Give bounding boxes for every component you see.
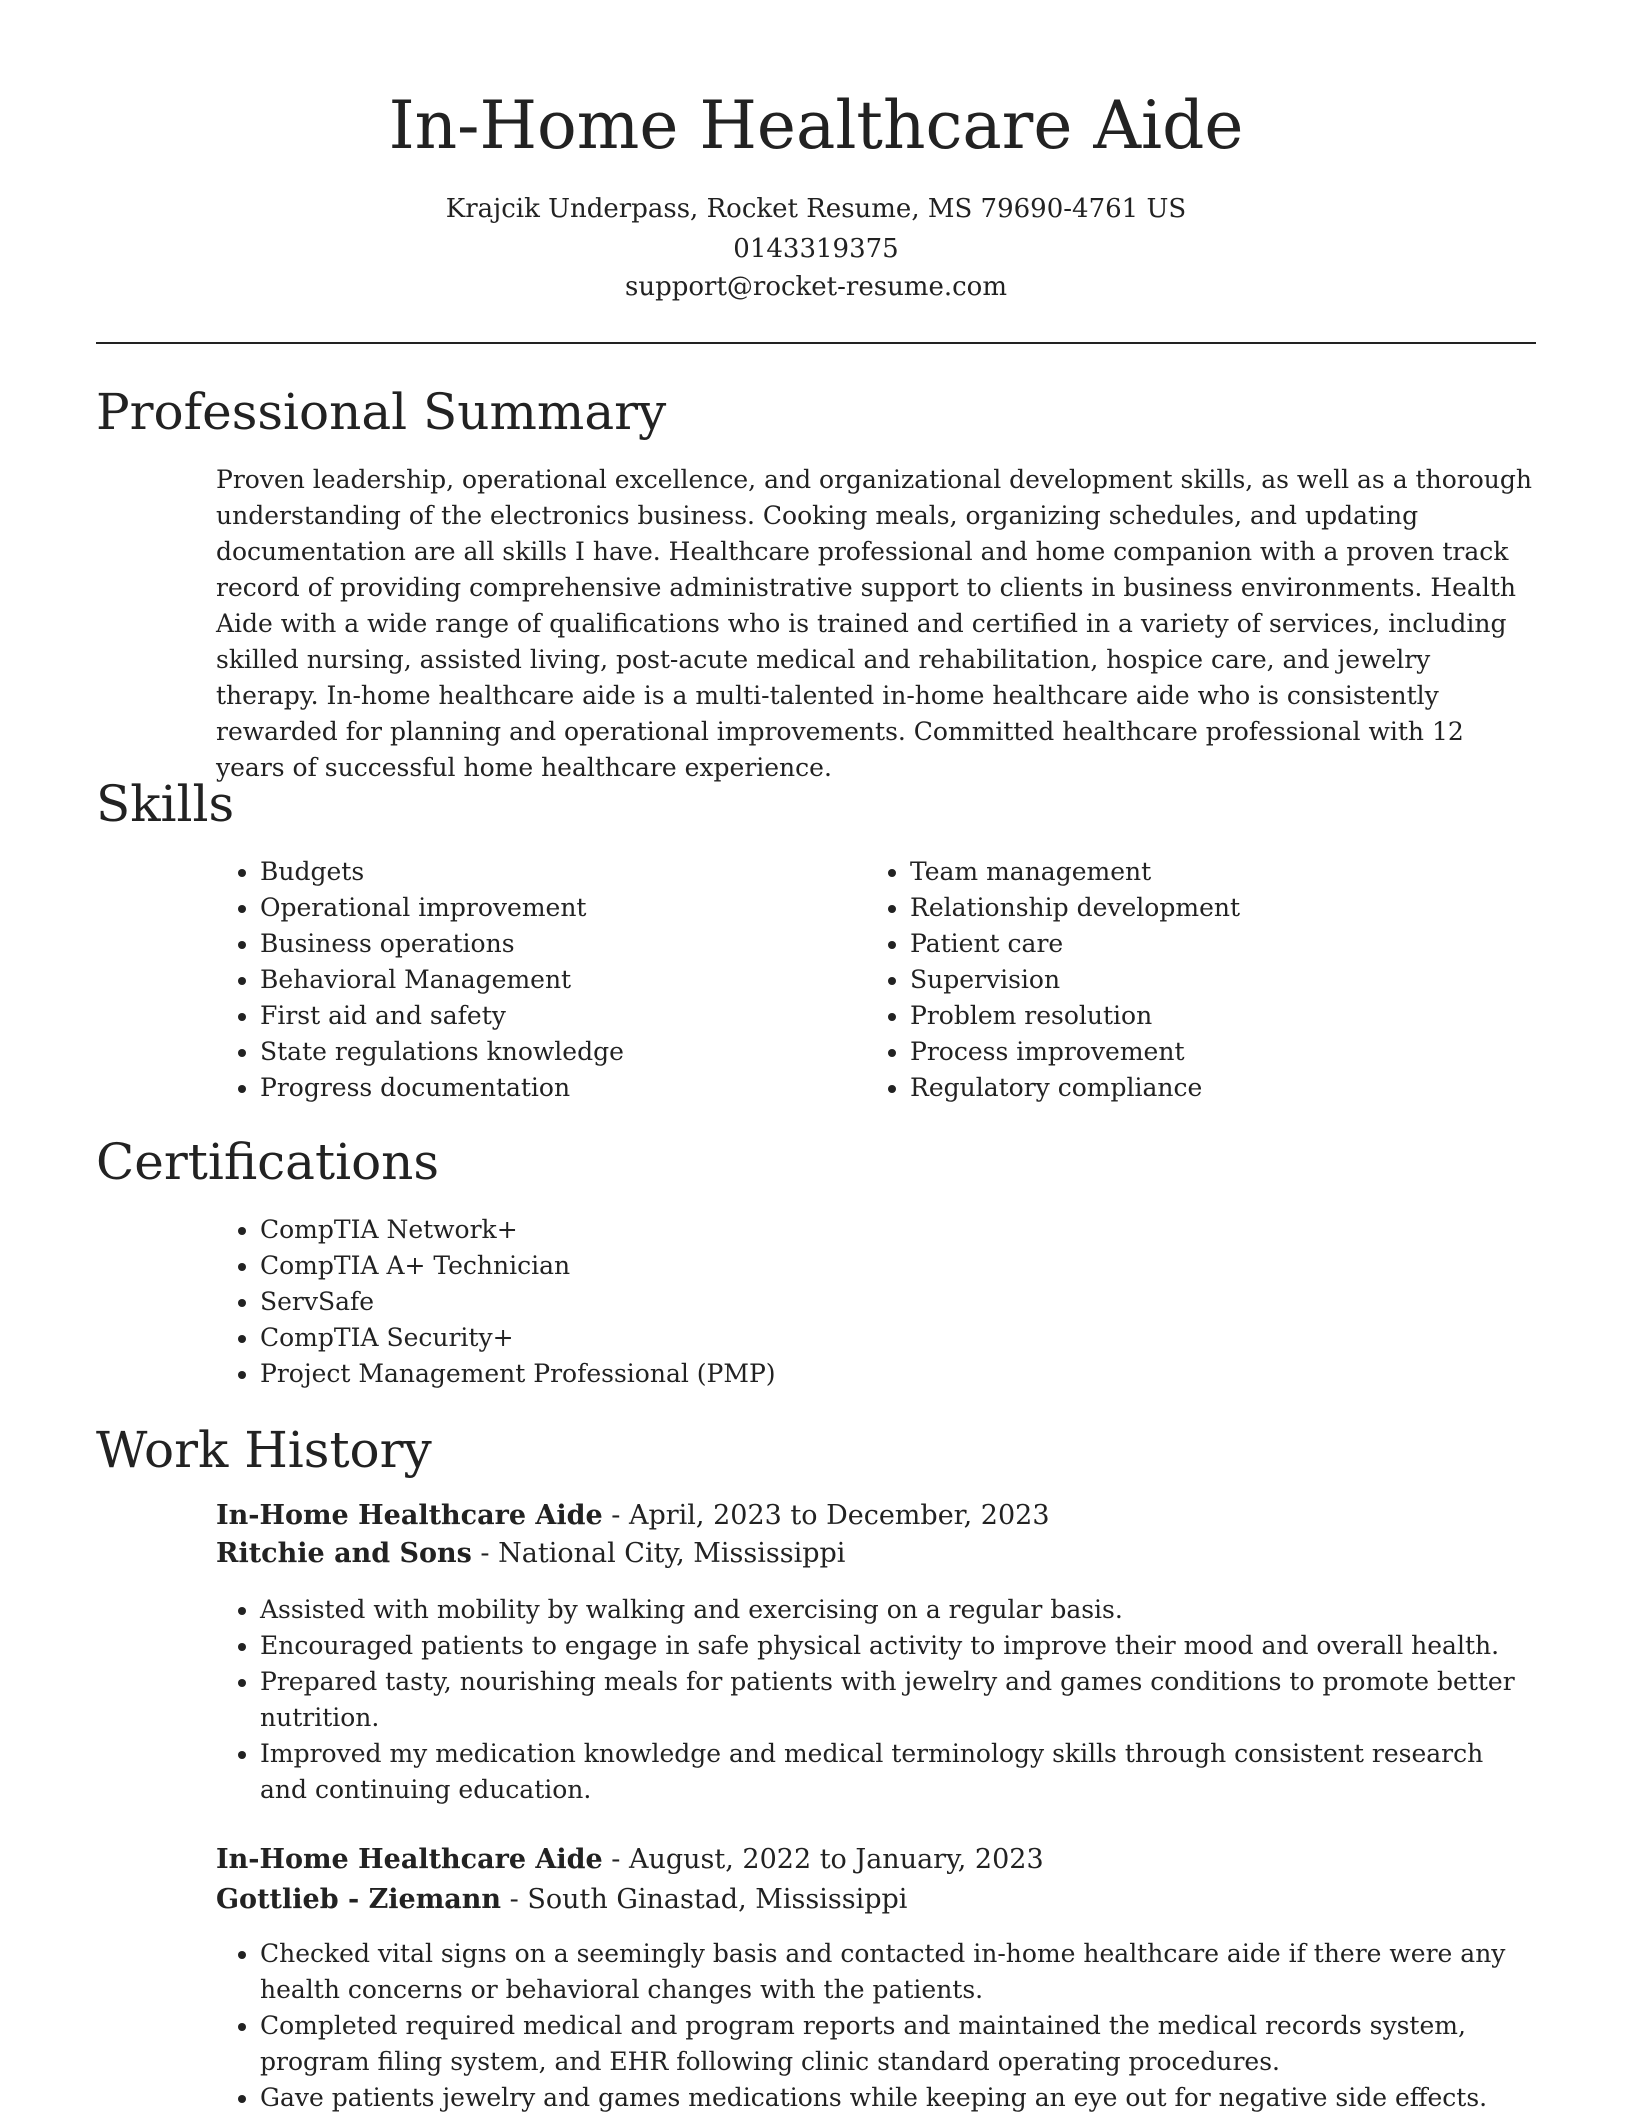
job-bullet: • Gave patients jewelry and games medications while keeping an eye out for negative side effects. <box>260 2080 1536 2116</box>
skill-item: • Team management <box>910 854 1550 890</box>
job-bullet: • Improved my medication knowledge and medical terminology skills through consistent research and continuing education. <box>260 1736 1536 1808</box>
job-company-line <box>216 1880 1536 1920</box>
skill-item: • Supervision <box>910 962 1550 998</box>
skills-heading: Skills <box>96 775 235 833</box>
job-location: - South Ginastad, Mississippi <box>501 1884 908 1915</box>
certification-item: • CompTIA Network+ <box>260 1212 1540 1248</box>
skills-list-left <box>216 854 860 1106</box>
candidate-name: In-Home Healthcare Aide <box>388 87 1244 164</box>
skill-item: • Budgets <box>260 854 860 890</box>
work-history-heading: Work History <box>96 1421 432 1479</box>
job-bullet: • Encouraged patients to engage in safe physical activity to improve their mood and overall health. <box>260 1628 1536 1664</box>
certification-item: • Project Management Professional (PMP) <box>260 1356 1540 1392</box>
skill-item: • Progress documentation <box>260 1070 860 1106</box>
job-bullet: • Completed required medical and program reports and maintained the medical records system, program filing system, and EHR following clinic standard operating procedures. <box>260 2008 1536 2080</box>
contact-address: Krajcik Underpass, Rocket Resume, MS 79690-4761 US <box>445 194 1187 224</box>
skill-item: • Regulatory compliance <box>910 1070 1550 1106</box>
skill-item: • Business operations <box>260 926 860 962</box>
job-bullets <box>216 1936 1536 2116</box>
summary-text: Proven leadership, operational excellence, and organizational development skills, as well as a thorough understanding of the electronics business. Cooking meals, organizing schedules, and updating documentation are all skills I have. Healthcare professional and home companion with a proven track record of providing comprehensive administrative support to clients in business environments. Health Aide with a wide range of qualifications who is trained and certified in a variety of services, including skilled nursing, assisted living, post-acute medical and rehabilitation, hospice care, and jewelry therapy. In-home healthcare aide is a multi-talented in-home healthcare aide who is consistently rewarded for planning and operational improvements. Committed healthcare professional with 12 years of successful home healthcare experience. <box>216 465 1532 782</box>
certification-item: • CompTIA Security+ <box>260 1320 1540 1356</box>
job-bullet: • Prepared tasty, nourishing meals for patients with jewelry and games conditions to promote better nutrition. <box>260 1664 1536 1736</box>
header-divider <box>96 342 1536 344</box>
job-dates: - April, 2023 to December, 2023 <box>602 1500 1050 1531</box>
contact-email[interactable]: support@rocket-resume.com <box>624 272 1007 302</box>
certifications-list <box>216 1212 1540 1392</box>
job-bullet: • Checked vital signs on a seemingly basis and contacted in-home healthcare aide if there were any health concerns or behavioral changes with the patients. <box>260 1936 1536 2008</box>
skill-item: • Process improvement <box>910 1034 1550 1070</box>
contact-phone: 0143319375 <box>733 234 899 264</box>
job-location: - National City, Mississippi <box>471 1538 846 1569</box>
job-role: In-Home Healthcare Aide <box>216 1500 603 1531</box>
skill-item: • State regulations knowledge <box>260 1034 860 1070</box>
skill-item: • Problem resolution <box>910 998 1550 1034</box>
skill-item: • Behavioral Management <box>260 962 860 998</box>
job-company-line <box>216 1534 1536 1574</box>
job-company: Ritchie and Sons <box>216 1538 472 1569</box>
summary-heading: Professional Summary <box>96 383 667 441</box>
skill-item: • First aid and safety <box>260 998 860 1034</box>
skill-item: • Operational improvement <box>260 890 860 926</box>
job-title-line <box>216 1840 1536 1880</box>
skills-list-right <box>866 854 1550 1106</box>
job-title-line <box>216 1496 1536 1536</box>
job-company: Gottlieb - Ziemann <box>216 1884 502 1915</box>
certifications-heading: Certifications <box>96 1133 440 1191</box>
skill-item: • Patient care <box>910 926 1550 962</box>
job-dates: - August, 2022 to January, 2023 <box>602 1844 1044 1875</box>
job-bullets <box>216 1592 1536 1808</box>
job-bullet: • Assisted with mobility by walking and exercising on a regular basis. <box>260 1592 1536 1628</box>
job-role: In-Home Healthcare Aide <box>216 1844 603 1875</box>
certification-item: • ServSafe <box>260 1284 1540 1320</box>
certification-item: • CompTIA A+ Technician <box>260 1248 1540 1284</box>
skill-item: • Relationship development <box>910 890 1550 926</box>
